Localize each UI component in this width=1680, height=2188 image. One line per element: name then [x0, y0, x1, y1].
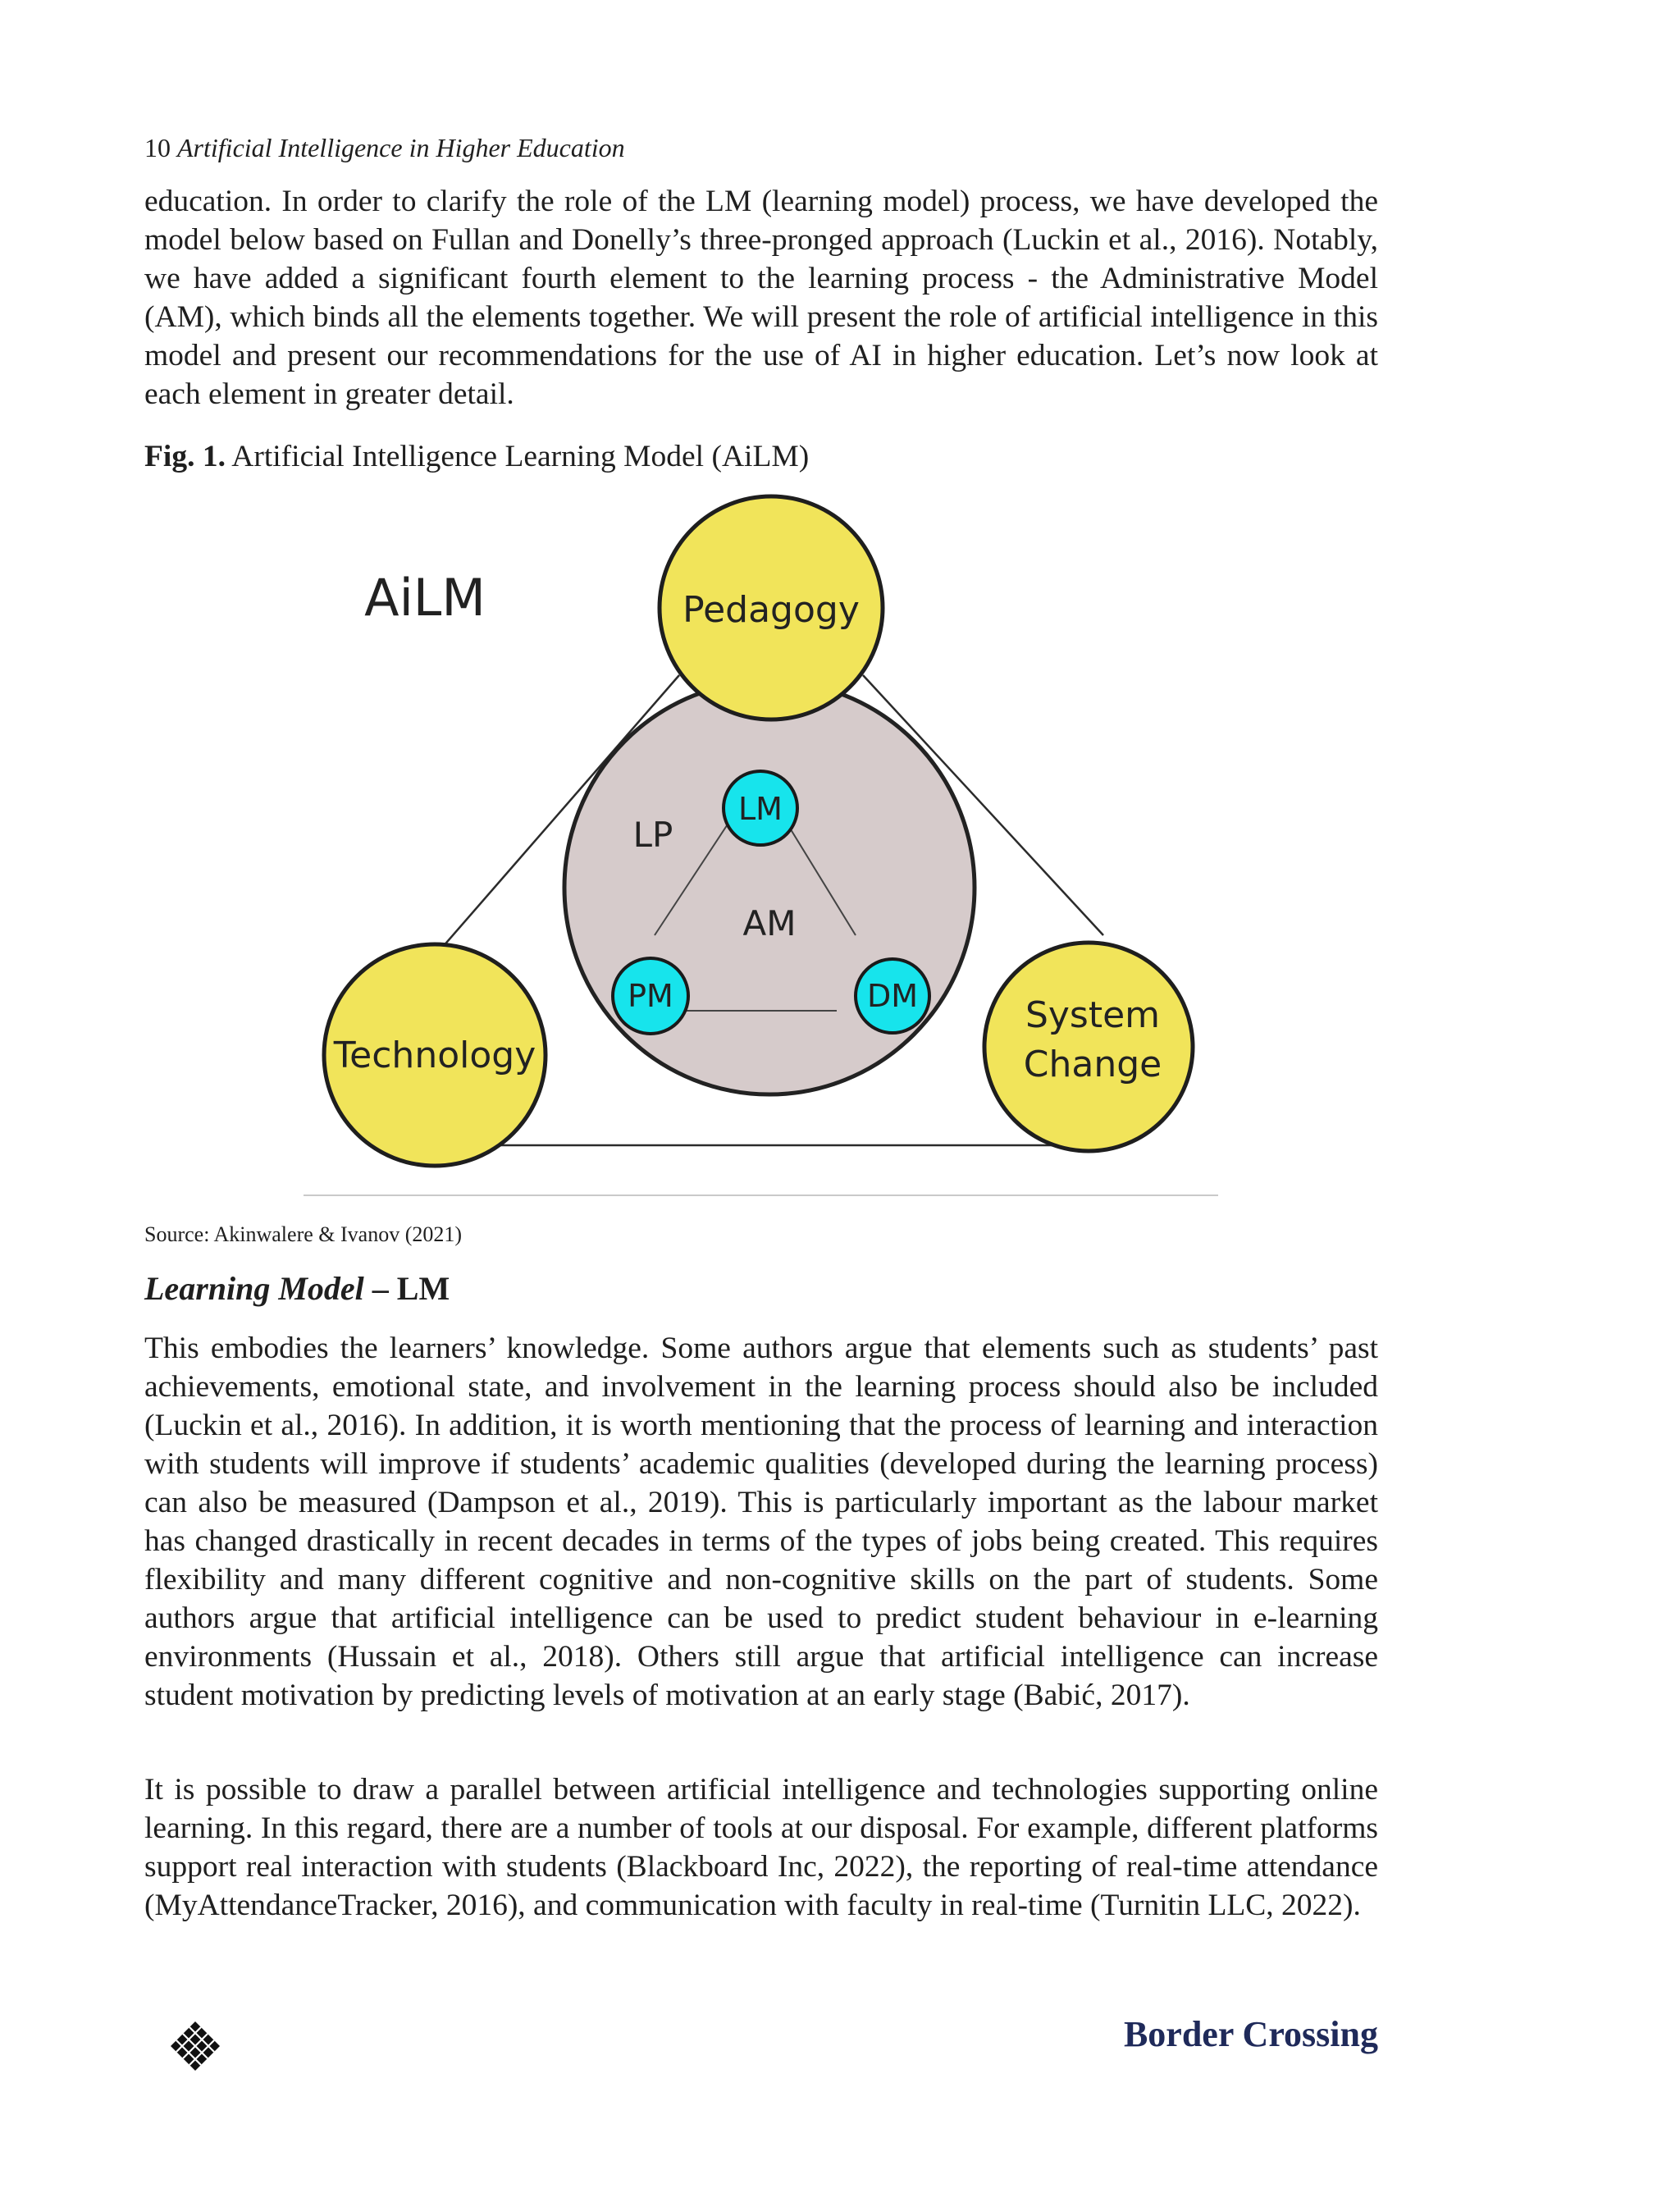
lp-circle	[564, 681, 975, 1094]
section-heading-italic: Learning Model	[144, 1270, 364, 1307]
section-paragraph-2: It is possible to draw a parallel between artificial intelligence and technologies supporting online learning. In this regard, there are a number of tools at our disposal. For example, different platforms support real interaction with students (Blackboard Inc, 2022), the reporting of real-time attendance (MyAttendanceTracker, 2016), and communication with faculty in real-time (Turnitin LLC, 2022).	[144, 1773, 1378, 1922]
book-title: Artificial Intelligence in Higher Education	[177, 133, 625, 162]
figure-caption-text: Artificial Intelligence Learning Model (AiLM)	[231, 440, 810, 473]
pm-label: PM	[628, 978, 673, 1014]
figure-source-note: Source: Akinwalere & Ivanov (2021)	[144, 1222, 463, 1246]
section-heading	[144, 1268, 450, 1309]
footer-brand: Border Crossing	[1123, 2014, 1378, 2054]
pedagogy-label: Pedagogy	[682, 589, 860, 631]
page-number: 10	[144, 133, 171, 162]
lp-label: LP	[632, 815, 673, 855]
ailm-diagram	[295, 492, 1230, 1214]
running-header	[144, 130, 625, 166]
section-paragraph-1: This embodies the learners’ knowledge. Some authors argue that elements such as students’ past achievements, emotional state, and involvement in the learning process should also be included (Luckin et al., 2016). In addition, it is worth mentioning that the process of learning and interaction with students will improve if students’ academic qualities (developed during the learning process) can also be measured (Dampson et al., 2019). This is particularly important as the labour market has changed drastically in recent decades in terms of the types of jobs being created. This requires flexibility and many different cognitive and non-cognitive skills on the part of students. Some authors argue that artificial intelligence can be used to predict student behaviour in e-learning environments (Hussain et al., 2018). Others still argue that artificial intelligence can increase student motivation by predicting levels of motivation at an early stage (Babić, 2017).	[144, 1332, 1378, 1712]
section-heading-suffix: – LM	[363, 1270, 450, 1307]
system-change-label-line1: System	[1025, 994, 1161, 1036]
figure-caption	[144, 437, 809, 476]
dm-label: DM	[866, 978, 919, 1014]
lm-label: LM	[738, 791, 783, 827]
am-label: AM	[742, 903, 797, 943]
technology-label: Technology	[333, 1035, 536, 1076]
figure-caption-label: Fig. 1.	[144, 440, 226, 473]
diagram-title: AiLM	[364, 568, 486, 628]
system-change-label-line2: Change	[1023, 1044, 1162, 1085]
diamond-lattice-icon	[169, 2020, 221, 2072]
intro-paragraph: education. In order to clarify the role of the LM (learning model) process, we have developed the model below based on Fullan and Donelly’s three-pronged approach (Luckin et al., 2016). Notably, we have added a significant fourth element to the learning process - the Administrative Model (AM), which binds all the elements together. We will present the role of artificial intelligence in this model and present our recommendations for the use of AI in higher education. Let’s now look at each element in greater detail.	[144, 185, 1378, 411]
